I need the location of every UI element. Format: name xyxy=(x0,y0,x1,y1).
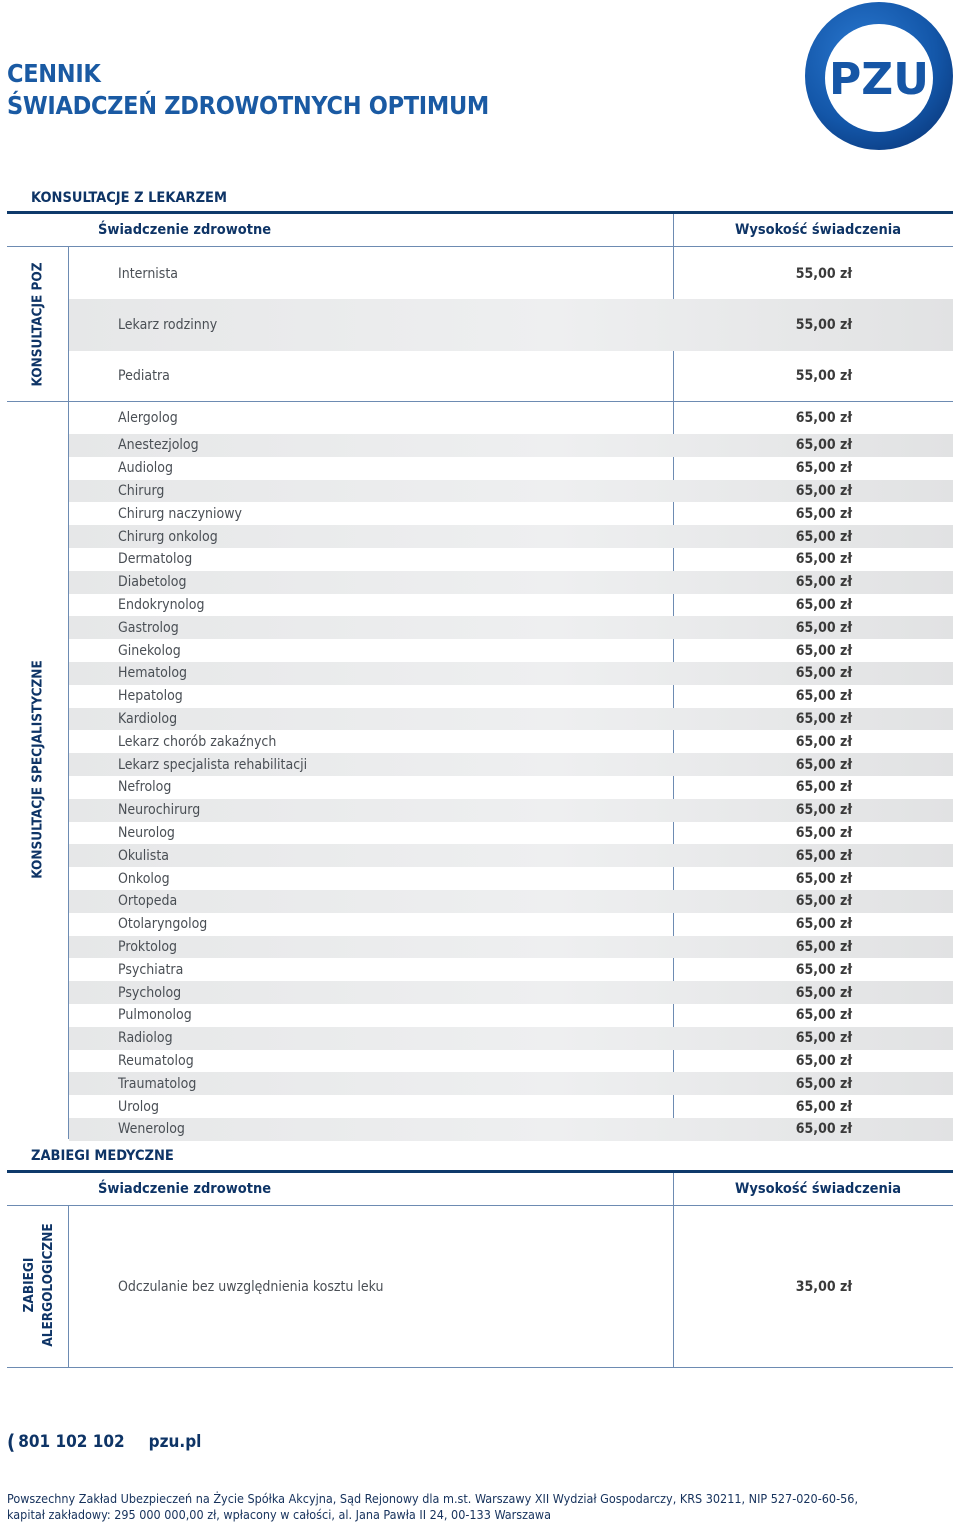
service-price: 65,00 zł xyxy=(795,847,852,864)
service-name: Nefrolog xyxy=(118,779,172,796)
group-label-alergologiczne xyxy=(20,1205,58,1365)
table-row xyxy=(69,299,953,350)
service-price: 65,00 zł xyxy=(795,1007,852,1024)
service-price: 55,00 zł xyxy=(795,368,852,385)
table-row xyxy=(69,890,953,913)
table-row xyxy=(69,571,953,594)
title-line-2: ŚWIADCZEŃ ZDROWOTNYCH OPTIMUM xyxy=(7,91,489,120)
table-row xyxy=(69,730,953,753)
table-row xyxy=(69,434,953,457)
table-row xyxy=(69,662,953,685)
divider xyxy=(7,1367,953,1368)
section-title-konsultacje: KONSULTACJE Z LEKARZEM xyxy=(31,190,227,206)
service-name: Psychiatra xyxy=(118,961,184,978)
table-row xyxy=(69,1118,953,1141)
service-name: Neurolog xyxy=(118,824,175,841)
service-name: Lekarz specjalista rehabilitacji xyxy=(118,756,308,773)
service-name: Chirurg xyxy=(118,482,165,499)
service-price: 65,00 zł xyxy=(795,665,852,682)
service-price: 65,00 zł xyxy=(795,824,852,841)
table-row xyxy=(69,981,953,1004)
divider xyxy=(7,1205,953,1206)
service-name: Pulmonolog xyxy=(118,1007,192,1024)
service-price: 55,00 zł xyxy=(795,316,852,333)
service-price: 65,00 zł xyxy=(795,596,852,613)
column-header-service: Świadczenie zdrowotne xyxy=(98,1181,272,1197)
service-name: Hematolog xyxy=(118,665,188,682)
table-row xyxy=(69,502,953,525)
table-row xyxy=(69,594,953,617)
service-price: 65,00 zł xyxy=(795,938,852,955)
section-title-zabiegi: ZABIEGI MEDYCZNE xyxy=(31,1148,174,1164)
service-name: Proktolog xyxy=(118,938,178,955)
service-name: Anestezjolog xyxy=(118,437,199,454)
table-row xyxy=(69,1095,953,1118)
legal-line-1: Powszechny Zakład Ubezpieczeń na Życie Spółka Akcyjna, Sąd Rejonowy dla m.st. Warszawy XII Wydział Gospodarczy, KRS 30211, NIP 527-020-60-56, xyxy=(7,1491,859,1506)
service-name: Gastrolog xyxy=(118,619,179,636)
table-row xyxy=(69,822,953,845)
phone-number[interactable]: 801 102 102 xyxy=(18,1432,125,1452)
service-price: 65,00 zł xyxy=(795,410,852,426)
column-divider xyxy=(673,214,674,247)
table-row xyxy=(69,1072,953,1095)
contact-info xyxy=(7,1430,201,1454)
service-price: 55,00 zł xyxy=(795,265,852,282)
table-row xyxy=(69,525,953,548)
legal-notice xyxy=(7,1491,953,1523)
page-title xyxy=(7,58,489,122)
service-price: 65,00 zł xyxy=(795,619,852,636)
service-price: 65,00 zł xyxy=(795,642,852,659)
table-row xyxy=(69,402,953,434)
table-row xyxy=(69,351,953,402)
column-header-price: Wysokość świadczenia xyxy=(735,1181,902,1197)
table-row xyxy=(69,844,953,867)
legal-line-2: kapitał zakładowy: 295 000 000,00 zł, wpłacony w całości, al. Jana Pawła II 24, 00-133 Warszawa xyxy=(7,1507,552,1522)
service-price: 65,00 zł xyxy=(795,961,852,978)
table-row xyxy=(69,248,953,299)
service-name: Lekarz rodzinny xyxy=(118,316,218,333)
service-name: Kardiolog xyxy=(118,710,178,727)
table-row xyxy=(69,639,953,662)
table-row xyxy=(69,799,953,822)
service-price: 65,00 zł xyxy=(795,551,852,568)
service-name: Lekarz chorób zakaźnych xyxy=(118,733,277,750)
service-name: Pediatra xyxy=(118,368,170,385)
service-price: 65,00 zł xyxy=(795,756,852,773)
service-price: 65,00 zł xyxy=(795,688,852,705)
table-row xyxy=(69,1050,953,1073)
service-name: Dermatolog xyxy=(118,551,193,568)
group-label-line-1: ZABIEGI xyxy=(21,1257,37,1313)
service-name: Urolog xyxy=(118,1098,159,1115)
service-price: 35,00 zł xyxy=(795,1279,852,1295)
service-price: 65,00 zł xyxy=(795,1030,852,1047)
table-row xyxy=(69,616,953,639)
service-name: Psycholog xyxy=(118,984,182,1001)
column-header-service: Świadczenie zdrowotne xyxy=(98,222,272,238)
service-price: 65,00 zł xyxy=(795,779,852,796)
service-price: 65,00 zł xyxy=(795,710,852,727)
group-label-specjalistyczne: KONSULTACJE SPECJALISTYCZNE xyxy=(29,660,46,879)
service-price: 65,00 zł xyxy=(795,802,852,819)
table-row xyxy=(69,548,953,571)
table-row xyxy=(69,1004,953,1027)
table-row xyxy=(69,480,953,503)
service-name: Ortopeda xyxy=(118,893,178,910)
service-price: 65,00 zł xyxy=(795,733,852,750)
table-row xyxy=(69,1207,953,1367)
table-row xyxy=(69,457,953,480)
table-row xyxy=(69,753,953,776)
service-name: Internista xyxy=(118,265,179,282)
service-name: Reumatolog xyxy=(118,1052,194,1069)
service-name: Chirurg onkolog xyxy=(118,528,218,545)
table-row xyxy=(69,913,953,936)
logo-text: PZU xyxy=(829,54,929,105)
service-price: 65,00 zł xyxy=(795,1121,852,1138)
group-label-line-2: ALERGOLOGICZNE xyxy=(40,1223,56,1347)
service-price: 65,00 zł xyxy=(795,916,852,933)
pzu-logo xyxy=(803,0,955,152)
service-name: Odczulanie bez uwzględnienia kosztu leku xyxy=(118,1279,384,1295)
service-name: Ginekolog xyxy=(118,642,181,659)
service-price: 65,00 zł xyxy=(795,1098,852,1115)
website-link[interactable]: pzu.pl xyxy=(148,1432,202,1452)
service-name: Onkolog xyxy=(118,870,170,887)
service-name: Neurochirurg xyxy=(118,802,201,819)
title-line-1: CENNIK xyxy=(7,59,101,88)
service-name: Otolaryngolog xyxy=(118,916,208,933)
table-row xyxy=(69,1027,953,1050)
service-name: Alergolog xyxy=(118,410,178,426)
table-row xyxy=(69,776,953,799)
column-header-price: Wysokość świadczenia xyxy=(735,222,902,238)
service-name: Diabetolog xyxy=(118,574,187,591)
column-divider xyxy=(673,1173,674,1206)
table-row xyxy=(69,708,953,731)
service-price: 65,00 zł xyxy=(795,437,852,454)
service-name: Wenerolog xyxy=(118,1121,185,1138)
service-name: Hepatolog xyxy=(118,688,183,705)
table-row xyxy=(69,936,953,959)
service-price: 65,00 zł xyxy=(795,893,852,910)
service-price: 65,00 zł xyxy=(795,984,852,1001)
service-price: 65,00 zł xyxy=(795,1075,852,1092)
service-price: 65,00 zł xyxy=(795,528,852,545)
service-name: Chirurg naczyniowy xyxy=(118,505,242,522)
service-name: Audiolog xyxy=(118,460,174,477)
service-price: 65,00 zł xyxy=(795,870,852,887)
service-price: 65,00 zł xyxy=(795,574,852,591)
service-price: 65,00 zł xyxy=(795,482,852,499)
service-price: 65,00 zł xyxy=(795,1052,852,1069)
phone-icon: ( xyxy=(7,1430,16,1454)
table-row xyxy=(69,958,953,981)
service-name: Okulista xyxy=(118,847,169,864)
group-label-poz: KONSULTACJE POZ xyxy=(29,262,46,387)
divider xyxy=(7,1170,953,1173)
service-name: Traumatolog xyxy=(118,1075,197,1092)
service-name: Radiolog xyxy=(118,1030,173,1047)
divider xyxy=(7,211,953,214)
service-price: 65,00 zł xyxy=(795,505,852,522)
table-row xyxy=(69,867,953,890)
divider xyxy=(7,246,953,247)
service-name: Endokrynolog xyxy=(118,596,205,613)
table-row xyxy=(69,685,953,708)
service-price: 65,00 zł xyxy=(795,460,852,477)
